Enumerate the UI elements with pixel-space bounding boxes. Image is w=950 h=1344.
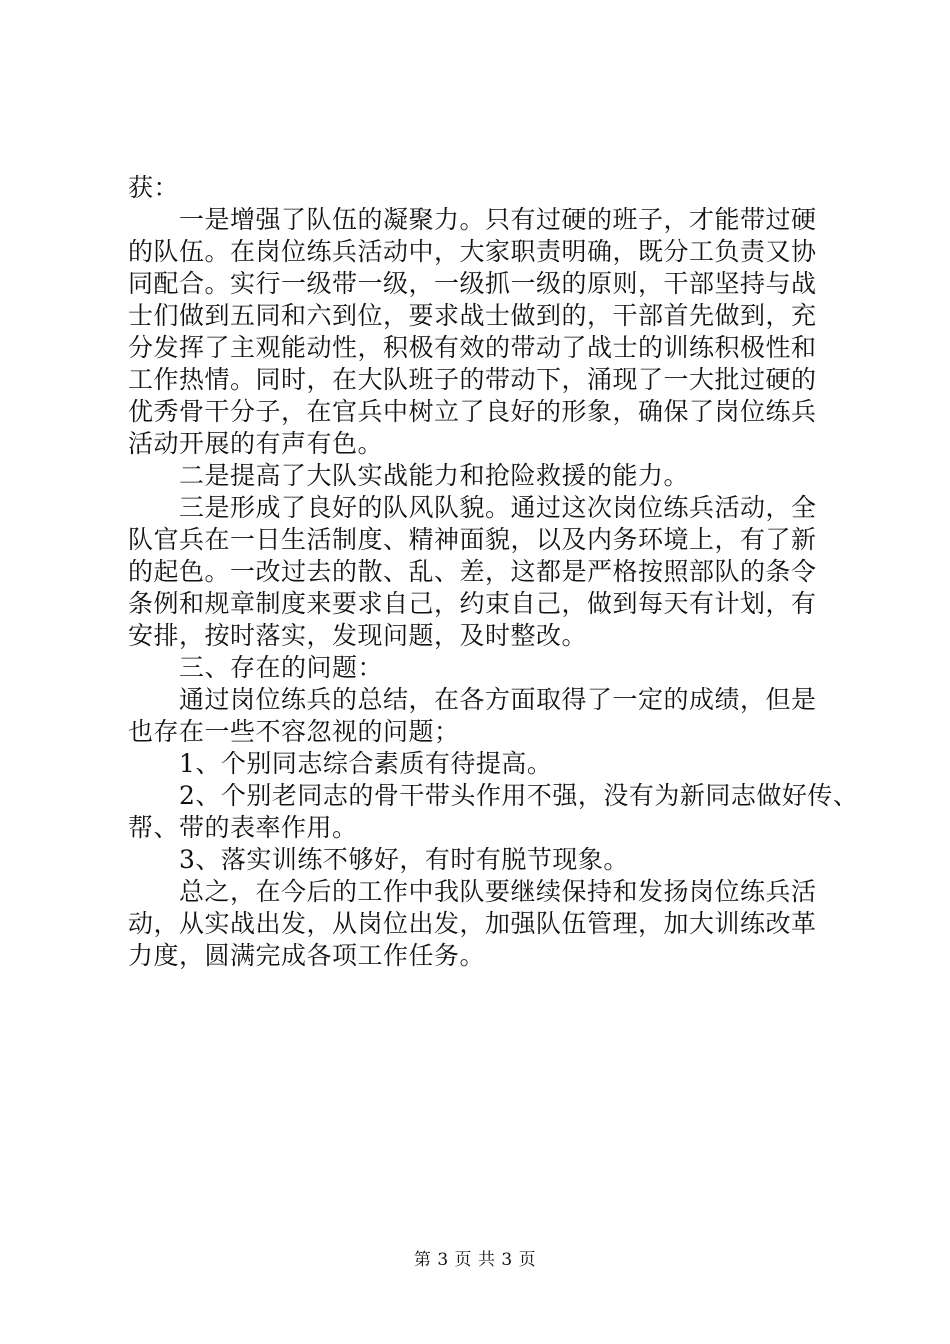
text-line: 优秀骨干分子，在官兵中树立了良好的形象，确保了岗位练兵: [128, 397, 817, 426]
text-line: 队官兵在一日生活制度、精神面貌，以及内务环境上，有了新: [128, 525, 817, 554]
text-line: 力度，圆满完成各项工作任务。: [128, 941, 486, 970]
text-line: 一是增强了队伍的凝聚力。只有过硬的班子，才能带过硬: [179, 205, 817, 234]
text-line: 二是提高了大队实战能力和抢险救援的能力。: [179, 461, 690, 490]
text-line: 分发挥了主观能动性，积极有效的带动了战士的训练积极性和: [128, 333, 817, 362]
text-line: 工作热情。同时，在大队班子的带动下，涌现了一大批过硬的: [128, 365, 817, 394]
document-body: [128, 172, 859, 972]
page-number-footer: 第 3 页 共 3 页: [413, 1250, 537, 1270]
text-line: 通过岗位练兵的总结，在各方面取得了一定的成绩，但是: [179, 685, 817, 714]
text-line: 帮、带的表率作用。: [128, 813, 358, 842]
text-line: 也存在一些不容忽视的问题；: [128, 717, 460, 746]
text-line: 三是形成了良好的队风队貌。通过这次岗位练兵活动，全: [179, 493, 817, 522]
text-line: 的起色。一改过去的散、乱、差，这都是严格按照部队的条令: [128, 557, 817, 586]
text-line: 活动开展的有声有色。: [128, 429, 384, 458]
list-item: 1、个别同志综合素质有待提高。: [179, 749, 553, 778]
text-line: 安排，按时落实，发现问题，及时整改。: [128, 621, 588, 650]
text-line: 总之，在今后的工作中我队要继续保持和发扬岗位练兵活: [179, 877, 817, 906]
list-item: 3、落实训练不够好，有时有脱节现象。: [179, 845, 629, 874]
text-line: 同配合。实行一级带一级，一级抓一级的原则，干部坚持与战: [128, 269, 817, 298]
section-heading: 三、存在的问题：: [179, 653, 384, 682]
list-item: 2、个别老同志的骨干带头作用不强，没有为新同志做好传、: [179, 781, 859, 810]
text-line: 的队伍。在岗位练兵活动中，大家职责明确，既分工负责又协: [128, 237, 817, 266]
text-line: 获：: [128, 173, 180, 202]
text-line: 条例和规章制度来要求自己，约束自己，做到每天有计划，有: [128, 589, 817, 618]
text-line: 动，从实战出发，从岗位出发，加强队伍管理，加大训练改革: [128, 909, 817, 938]
text-line: 士们做到五同和六到位，要求战士做到的，干部首先做到，充: [128, 301, 817, 330]
